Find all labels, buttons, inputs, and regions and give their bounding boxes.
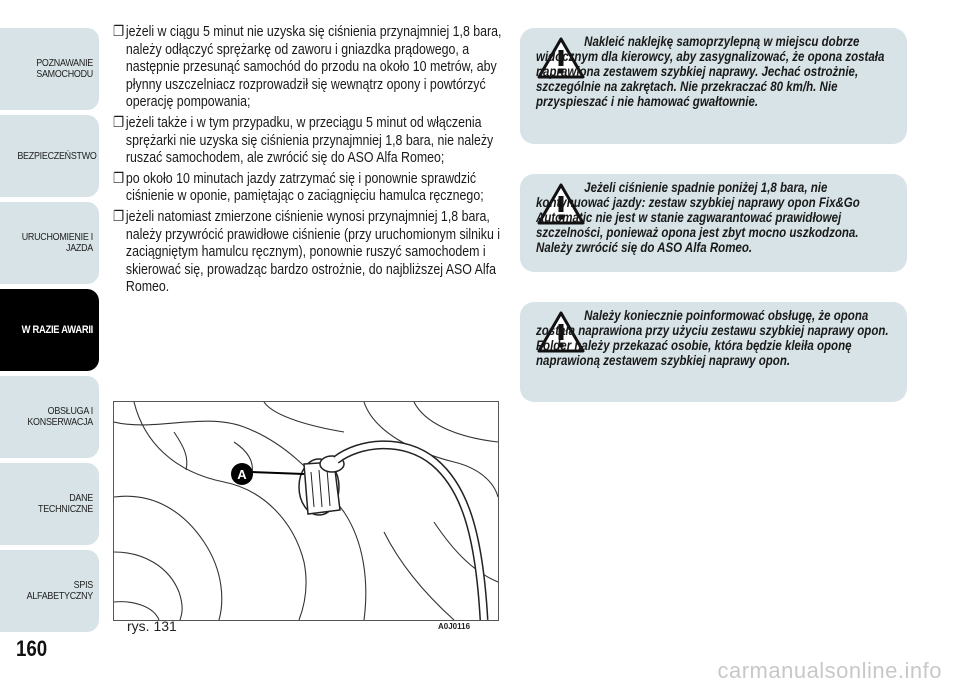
tab-w-razie-awarii[interactable]: W RAZIE AWARII [0,289,99,371]
tab-obsluga-i-konserwacja[interactable]: OBSŁUGA I KONSERWACJA [0,376,99,458]
tab-dane-techniczne[interactable]: DANE TECHNICZNE [0,463,99,545]
checkbox-bullet-icon: ❐ [113,24,125,40]
tab-poznawanie-samochodu[interactable]: POZNAWANIE SAMOCHODU [0,28,99,110]
list-item: ❐ jeżeli także i w tym przypadku, w przeciągu 5 minut od włączenia sprężarki nie uzyska się ciśnienia przynajmniej 1,8 bara, nie należy ruszać samochodem, ale zwrócić się do ASO Alfa Romeo; [113,114,494,167]
figure-compressor-hose [113,401,499,621]
page-number: 160 [16,636,48,661]
warning-box-3: Należy koniecznie poinformować obsługę, że opona została naprawiona przy użyciu zestawu szybkiej naprawy opon. Folder należy przekazać osobie, która będzie kleiła oponę naprawioną zestawem szybkiej naprawy opon. [520,302,907,402]
list-item: ❐ jeżeli w ciągu 5 minut nie uzyska się ciśnienia przynajmniej 1,8 bara, należy odłączyć sprężarkę od zaworu i gniazdka prądowego, a następnie przesunąć samochód do przodu na około 10 metrów, aby płynny uszczelniacz rozprowadził się wewnątrz opony i powtórzyć operację pompowania; [113,24,502,111]
figure-caption: rys. 131 [127,618,177,634]
watermark: carmanualsonline.info [717,658,942,683]
list-item: ❐ po około 10 minutach jazdy zatrzymać się i ponownie sprawdzić ciśnienie w oponie, pamiętając o zaciągnięciu hamulca ręcznego; [113,170,484,205]
tab-spis-alfabetyczny[interactable]: SPIS ALFABETYCZNY [0,550,99,632]
figure-code: A0J0116 [438,622,471,631]
checkbox-bullet-icon: ❐ [113,114,125,131]
valve-connector [299,456,344,515]
warning-box-1: Nakleić naklejkę samoprzylepną w miejscu dobrze widocznym dla kierowcy, aby zasygnalizować, że opona została naprawiona zestawem szybkiej naprawy. Jechać ostrożnie, szczególnie na zakrętach. Nie przekraczać 80 km/h. Nie przyspieszać i nie hamować gwałtownie. [520,28,907,144]
warning-box-2: Jeżeli ciśnienie spadnie poniżej 1,8 bara, nie kontynuować jazdy: zestaw szybkiej naprawy opon Fix&Go Automatic nie jest w stanie zagwarantować prawidłowej szczelności, ponieważ opona jest zbyt mocno uszkodzona. Należy zwrócić się do ASO Alfa Romeo. [520,174,907,272]
checkbox-bullet-icon: ❐ [113,208,125,225]
instruction-list [113,24,508,300]
list-item: ❐ jeżeli natomiast zmierzone ciśnienie wynosi przynajmniej 1,8 bara, należy przywrócić prawidłowe ciśnienie (przy uruchomionym silniku i zaciągniętym hamulcu ręcznym), ponownie ruszyć samochodem i skierować się, prowadząc bardzo ostrożnie, do najbliższej ASO Alfa Romeo. [113,208,501,296]
callout-label: A [237,467,247,482]
checkbox-bullet-icon: ❐ [113,170,125,187]
tab-uruchomienie-i-jazda[interactable]: URUCHOMIENIE I JAZDA [0,202,99,284]
hose-illustration [114,402,498,620]
tab-bezpieczenstwo[interactable]: BEZPIECZEŃSTWO [0,115,99,197]
